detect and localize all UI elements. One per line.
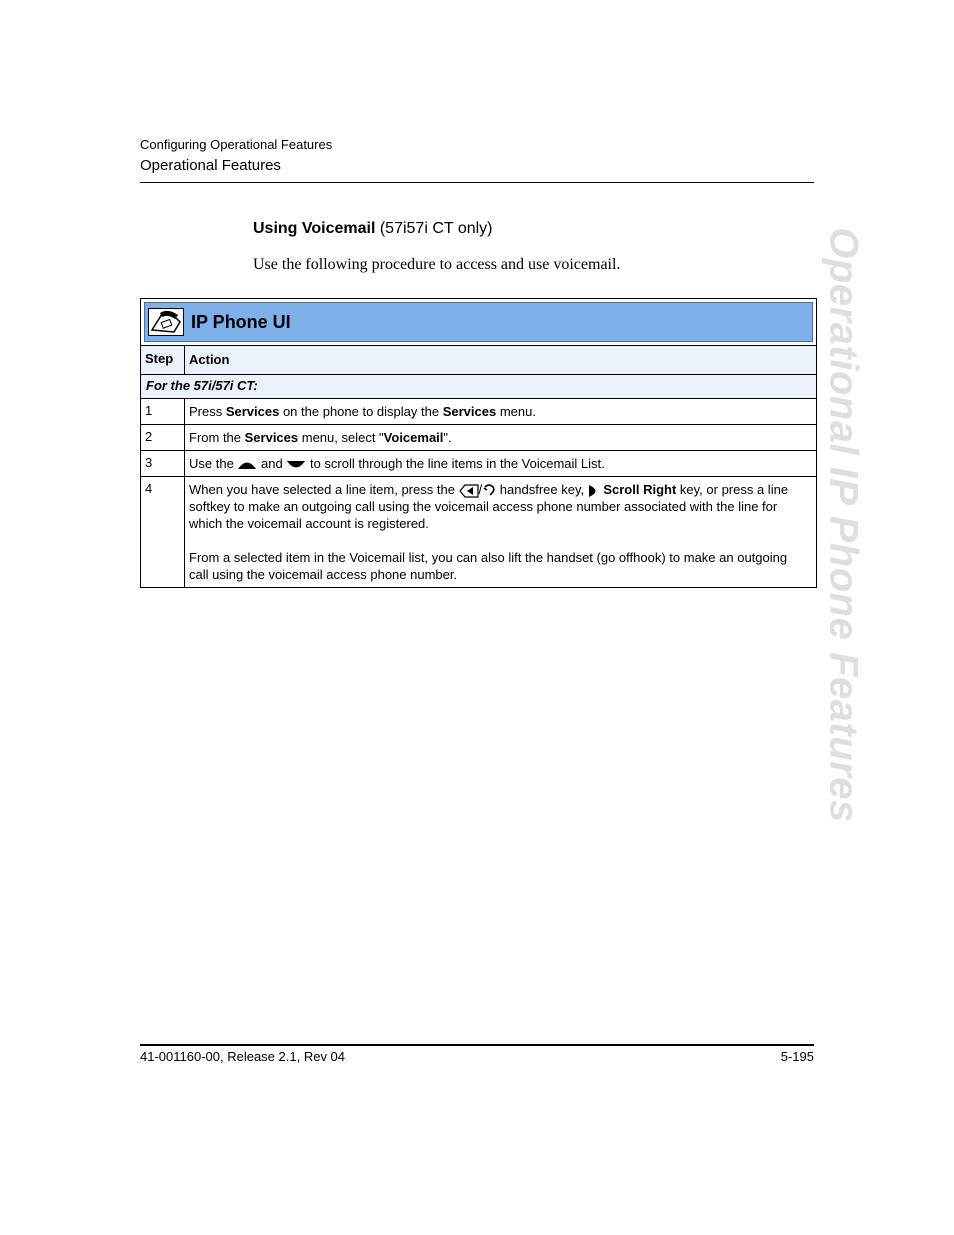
text: menu.: [496, 404, 536, 419]
text: From the: [189, 430, 245, 445]
text: handsfree key,: [496, 482, 588, 497]
footer-doc-id: 41-001160-00, Release 2.1, Rev 04: [140, 1049, 346, 1064]
up-arrow-icon: [237, 460, 257, 470]
procedure-title: [253, 220, 493, 238]
speaker-icon: [459, 484, 479, 498]
procedure-title-bold: Using Voicemail: [253, 220, 376, 237]
step-action: [185, 451, 816, 476]
handset-icon: [482, 484, 496, 498]
running-header-chapter: Configuring Operational Features: [140, 137, 333, 152]
bold-text: Services: [442, 404, 497, 419]
footer-page-number: 5-195: [780, 1049, 814, 1064]
step-number: 3: [141, 451, 185, 476]
table-row: [141, 424, 816, 450]
step-number: 2: [141, 425, 185, 450]
down-arrow-icon: [286, 460, 306, 470]
procedure-table: [140, 298, 817, 588]
step-number: 4: [141, 477, 185, 587]
banner-title: IP Phone UI: [191, 311, 291, 332]
model-label: For the 57i/57i CT:: [146, 378, 258, 393]
procedure-title-rest: (57i57i CT only): [375, 220, 493, 237]
table-row: [141, 450, 816, 476]
text: and: [257, 456, 287, 471]
text: Use the: [189, 456, 238, 471]
text: key, or press a line softkey to make an outgoing call using the voicemail access phone number associated with the line for which the voicemail account is registered.: [189, 482, 789, 531]
footer-rule: [140, 1044, 814, 1046]
header-rule: [140, 182, 814, 183]
text: to scroll through the line items in the Voicemail List.: [306, 456, 605, 471]
text: menu, select ": [298, 430, 384, 445]
text: Press: [189, 404, 226, 419]
step-paragraph: From a selected item in the Voicemail list, you can also lift the handset (go offhook) to make an outgoing call using the voicemail access phone number.: [189, 550, 788, 582]
table-header-row: [141, 345, 816, 374]
header-action: Action: [189, 352, 230, 367]
bold-text: Services: [244, 430, 299, 445]
header-step: Step: [141, 346, 185, 374]
table-banner: [144, 302, 813, 342]
step-action: [185, 425, 816, 450]
model-row: [141, 374, 816, 398]
text: on the phone to display the: [279, 404, 443, 419]
bold-text: Scroll Right: [603, 482, 677, 497]
scroll-right-icon: [588, 484, 600, 498]
step-paragraph: When you have selected a line item, press the / handsfree key, Scroll Right key, or press a line softkey to make an outgoing call using the voicemail access phone number associated with the line for which the voicemail account is registered.: [189, 482, 789, 531]
bold-text: Services: [225, 404, 280, 419]
text: ".: [443, 430, 452, 445]
text: When you have selected a line item, press the: [189, 482, 459, 497]
side-tab: [821, 227, 866, 823]
step-number: 1: [141, 399, 185, 424]
procedure-intro: Use the following procedure to access and use voicemail.: [253, 256, 621, 273]
running-header-section: Operational Features: [140, 157, 281, 174]
step-action: [185, 399, 816, 424]
side-tab-title: Operational IP Phone Features: [821, 227, 866, 823]
table-row: [141, 398, 816, 424]
table-row: [141, 476, 816, 587]
step-action: [185, 477, 816, 587]
bold-text: Voicemail: [383, 430, 444, 445]
phone-icon: [148, 308, 184, 336]
